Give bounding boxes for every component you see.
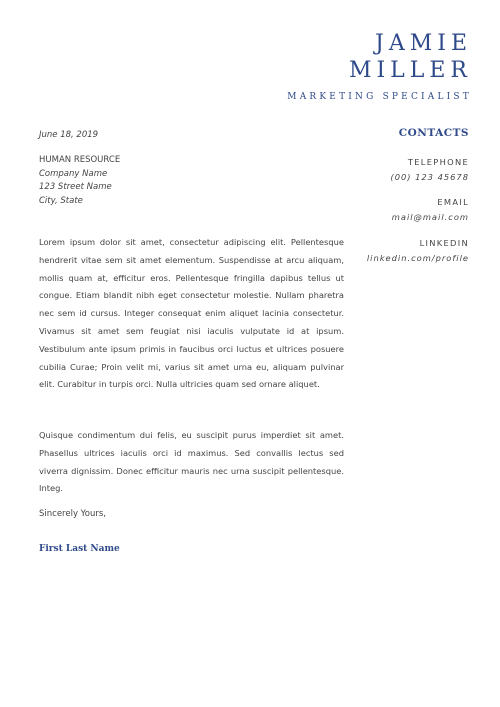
- recipient-city: City, State: [39, 196, 83, 207]
- letter-date: June 18, 2019: [39, 130, 99, 140]
- recipient-department: HUMAN RESOURCE: [39, 155, 121, 165]
- signature-name: First Last Name: [39, 544, 120, 554]
- contacts-heading: CONTACTS: [398, 127, 469, 139]
- linkedin-value[interactable]: linkedin.com/profile: [366, 253, 469, 263]
- letter-paragraph-1: Lorem ipsum dolor sit amet, consectetur adipiscing elit. Pellentesque hendrerit vitae sem sit amet elementum. Suspendisse at arcu aliquam, mollis quam at, efficitur eros. Pellentesque fringilla dapibus tellus ut congue. Etiam blandit nibh eget consectetur molestie. Nullam pharetra nec sem id cursus. Integer consequat enim aliquet lacinia consectetur. Vivamus sit amet sem feugiat nisi iaculis vulputate id at ipsum. Vestibulum ante ipsum primis in faucibus orci luctus et ultrices posuere cubilia Curae; Proin velit mi, varius sit amet urna eu, aliquam pulvinar elit. Curabitur in turpis orci. Nulla ultricies quam sed ornare aliquet.: [39, 237, 344, 390]
- email-value[interactable]: mail@mail.com: [391, 212, 469, 222]
- job-title: MARKETING SPECIALIST: [287, 92, 472, 102]
- recipient-street: 123 Street Name: [39, 182, 112, 193]
- linkedin-label: LINKEDIN: [419, 238, 469, 248]
- letter-paragraph-2: Quisque condimentum dui felis, eu suscipit purus imperdiet sit amet. Phasellus ultrices iaculis orci id maximus. Sed convallis lectus sed viverra dignissim. Donec efficitur mauris nec urna suscipit pellentesque. Integ.: [39, 430, 344, 494]
- contact-email: [392, 197, 469, 222]
- contact-linkedin: [367, 238, 469, 263]
- email-label: EMAIL: [437, 197, 469, 207]
- recipient-address: [39, 154, 120, 209]
- contact-telephone: [390, 157, 469, 182]
- telephone-label: TELEPHONE: [407, 157, 469, 167]
- recipient-company: Company Name: [39, 168, 108, 179]
- letter-closing: Sincerely Yours,: [39, 509, 106, 519]
- last-name: MILLER: [348, 58, 472, 83]
- telephone-value: (00) 123 45678: [390, 172, 469, 182]
- applicant-name: [349, 30, 472, 84]
- first-name: JAMIE: [375, 31, 472, 56]
